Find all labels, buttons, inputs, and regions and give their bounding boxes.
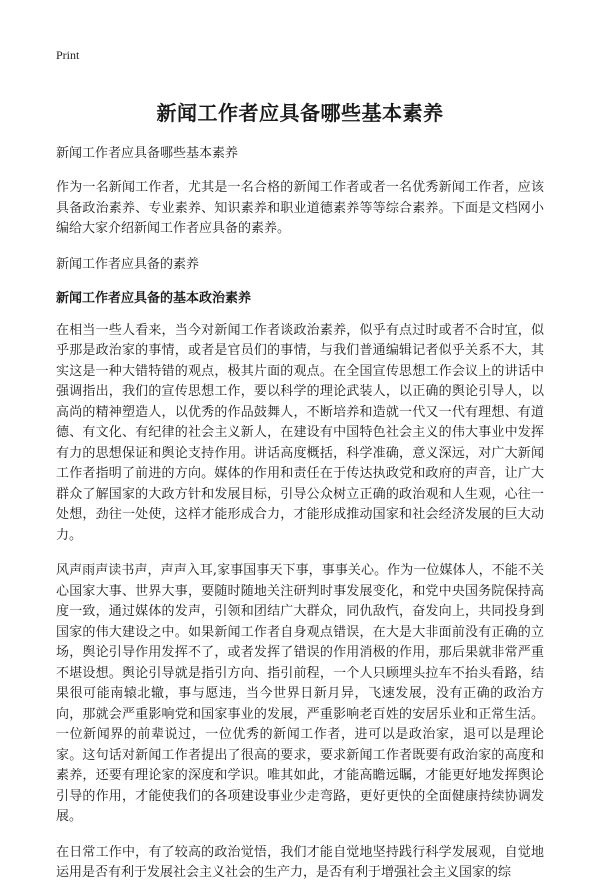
section-label: 新闻工作者应具备的素养 xyxy=(56,256,200,272)
print-link[interactable]: Print xyxy=(56,48,80,62)
body-paragraph-1: 在相当一些人看来，当今对新闻工作者谈政治素养，似乎有点过时或者不合时宜，似乎那是政治家的事情，或者是官员们的事情，与我们普通编辑记者似乎关系不大，其实这是一种大错特错的观点，极其片面的观点。在全国宣传思想工作会议上的讲话中强调指出，我们的宣传思想工作，要以科学的理论武装人，以正确的舆论引导人，以高尚的精神塑造人，以优秀的作品鼓舞人，不断培养和造就一代又一代有理想、有道德、有文化、有纪律的社会主义新人，在建设有中国特色社会主义的伟大事业中发挥有力的思想保证和舆论支持作用。讲话高度概括，科学准确，意义深远，对广大新闻工作者指明了前进的方向。媒体的作用和责任在于传达执政党和政府的声音，让广大群众了解国家的大政方针和发展目标，引导公众树立正确的政治观和人生观，心往一处想，劲往一处使，这样才能形成合力，才能形成推动国家和社会经济发展的巨大动力。 xyxy=(56,322,544,543)
intro-paragraph: 作为一名新闻工作者，尤其是一名合格的新闻工作者或者一名优秀新闻工作者，应该具备政治素养、专业素养、知识素养和职业道德素养等等综合素养。下面是文档网小编给大家介绍新闻工作者应具备的素养。 xyxy=(56,180,544,236)
page-title: 新闻工作者应具备哪些基本素养 xyxy=(156,101,444,125)
article-subtitle: 新闻工作者应具备哪些基本素养 xyxy=(56,146,239,161)
section-heading: 新闻工作者应具备的基本政治素养 xyxy=(56,290,252,306)
body-paragraph-2: 风声雨声读书声，声声入耳,家事国事天下事，事事关心。作为一位媒体人，不能不关心国家大事、世界大事，要随时随地关注研判时事发展变化，和党中央国务院保持高度一致，通过媒体的发声，引领和团结广大群众，同仇敌忾，奋发向上，共同投身到国家的伟大建设之中。如果新闻工作者自身观点错误，在大是大非面前没有正确的立场，舆论引导作用发挥不了，或者发挥了错误的作用消极的作用，那后果就非常严重不堪设想。舆论引导就是指引方向、指引前程，一个人只顾埋头拉车不抬头看路，结果很可能南辕北辙，事与愿违，当今世界日新月异，飞速发展，没有正确的政治方向，那就会严重影响党和国家事业的发展，严重影响老百姓的安居乐业和正常生活。一位新闻界的前辈说过，一位优秀的新闻工作者，进可以是政治家，退可以是理论家。这句话对新闻工作者提出了很高的要求，要求新闻工作者既要有政治家的高度和素养，还要有理论家的深度和学识。唯其如此，才能高瞻远瞩，才能更好地发挥舆论引导的作用，才能使我们的各项建设事业少走弯路，更好更快的全面健康持续协调发展。 xyxy=(56,563,544,824)
body-paragraph-3: 在日常工作中，有了较高的政治觉悟，我们才能自觉地坚持践行科学发展观，自觉地运用是否有利于发展社会主义社会的生产力，是否有利于增强社会主义国家的综 xyxy=(56,844,544,880)
